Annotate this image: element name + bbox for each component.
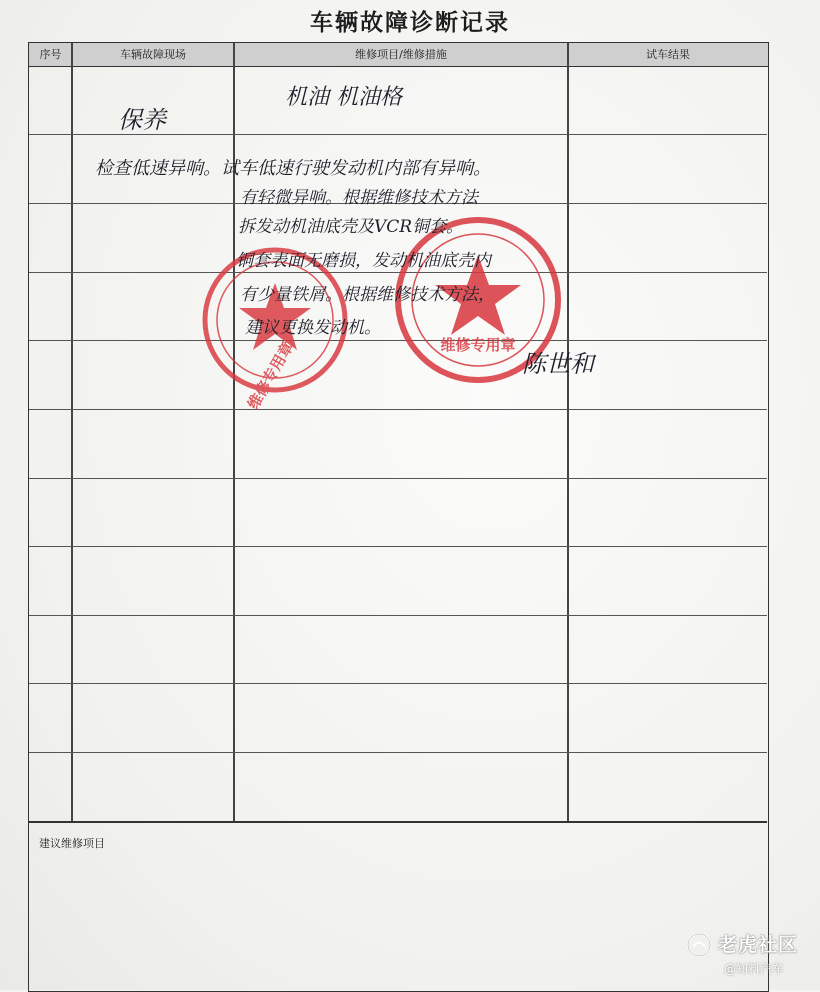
repair-note-line-5: 有少量铁屑。根据维修技术方法， [240,285,495,305]
right-stamp-text: 维修专用章 [440,336,516,354]
repair-note-line-4: 铜套表面无磨损，发动机油底壳内 [236,251,491,271]
watermark [686,930,816,980]
watermark-sub: @知料汽车 [724,962,785,976]
signature: 陈世和 [522,350,594,378]
suggested-repairs-label: 建议维修项目 [39,837,105,850]
fault-scene-note: 保养 [118,106,166,134]
tiger-logo-icon [686,932,712,958]
header-test-result: 试车结果 [568,43,768,67]
repair-note-line-6: 建议更换发动机。 [245,318,381,338]
header-fault-scene: 车辆故障现场 [72,43,234,67]
repair-heading: 机油 机油格 [285,85,402,110]
watermark-main: 老虎社区 [718,934,799,956]
repair-note-line-1: 检查低速异响。试车低速行驶发动机内部有异响。 [95,158,491,179]
header-seq: 序号 [29,43,72,67]
left-stamp-text: 维修专用章 [244,338,298,413]
repair-note-line-3: 拆发动机油底壳及VCR铜套。 [238,217,464,237]
header-repair-items: 维修项目/维修措施 [234,43,568,67]
repair-note-line-2: 有轻微异响。根据维修技术方法 [240,188,478,208]
page-title: 车辆故障诊断记录 [310,10,510,36]
